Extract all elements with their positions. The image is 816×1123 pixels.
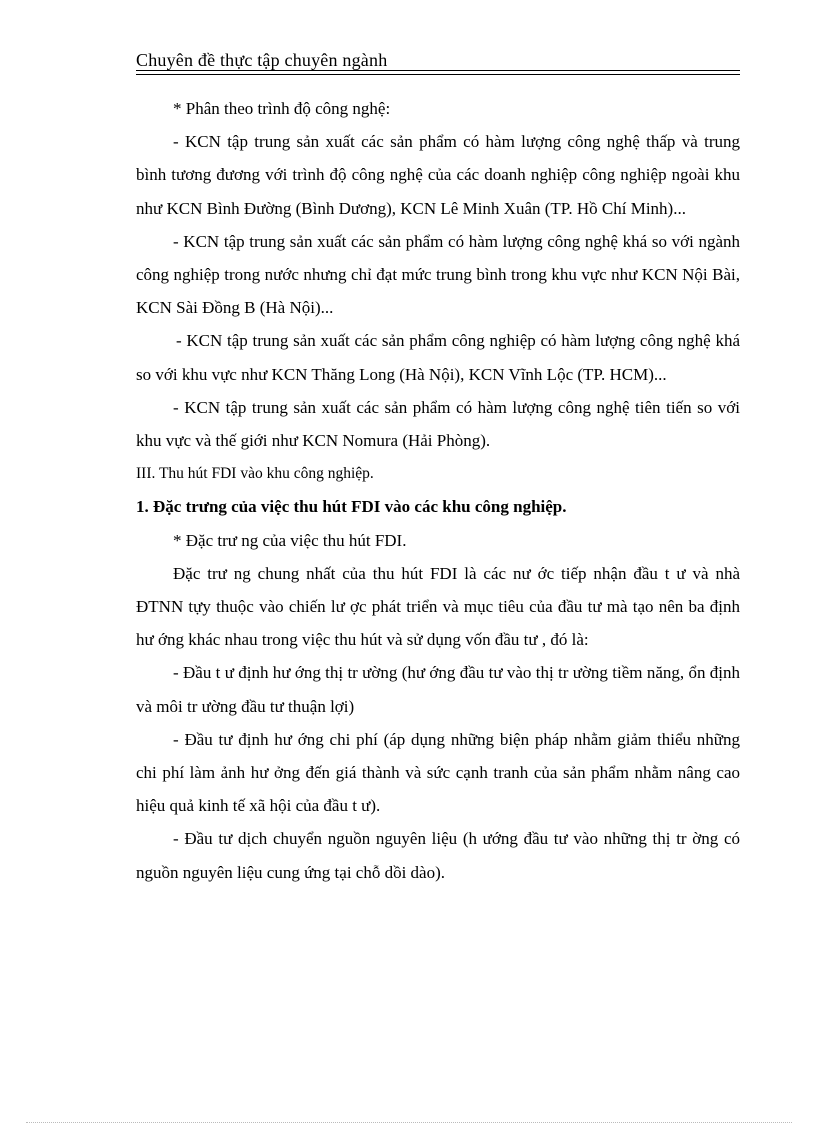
paragraph-low-tech: - KCN tập trung sản xuất các sản phẩm có hàm lượng công nghệ thấp và trung bình tương đương với trình độ công nghệ của các doanh nghiệp công nghiệp ngoài khu như KCN Bình Đường (Bình Dương), KCN Lê Minh Xuân (TP. Hồ Chí Minh)...	[136, 132, 740, 218]
paragraph-mid-tech: - KCN tập trung sản xuất các sản phẩm có hàm lượng công nghệ khá so với ngành công nghiệp trong nước nhưng chỉ đạt mức trung bình trong khu vực như KCN Nội Bài, KCN Sài Đồng B (Hà Nội)...	[136, 231, 740, 318]
paragraph-tech-level-heading: * Phân theo trình độ công nghệ:	[173, 99, 391, 118]
subsection-heading-1: 1. Đặc trưng của việc thu hút FDI vào các khu công nghiệp.	[136, 497, 567, 517]
paragraph-advanced-tech: - KCN tập trung sản xuất các sản phẩm có hàm lượng công nghệ tiên tiến so với khu vực và thế giới như KCN Nomura (Hải Phòng).	[136, 397, 740, 451]
paragraph-cost-oriented: - Đầu tư định hư ớng chi phí (áp dụng những biện pháp nhằm giảm thiểu những chi phí làm ảnh hư ởng đến giá thành và sức cạnh tranh của sản phẩm nhằm nâng cao hiệu quả kinh tế xã hội của đầu t ư).	[136, 729, 740, 816]
header-rule-thick	[136, 70, 740, 71]
section-heading-iii: III. Thu hút FDI vào khu công nghiệp.	[136, 465, 374, 483]
paragraph-fdi-general: Đặc trư ng chung nhất của thu hút FDI là các nư ớc tiếp nhận đầu t ư và nhà ĐTNN tựy thuộc vào chiến lư ợc phát triển và mục tiêu của đầu tư mà tạo nên ba định hư ớng khác nhau trong việc thu hút và sử dụng vốn đầu tư , đó là:	[136, 563, 740, 650]
header-rule-thin	[136, 74, 740, 75]
page-header-title: Chuyên đề thực tập chuyên ngành	[136, 50, 388, 70]
paragraph-market-oriented: - Đầu t ư định hư ớng thị tr ường (hư ớng đầu tư vào thị tr ường tiềm năng, ổn định và môi tr ường đầu tư thuận lợi)	[136, 663, 740, 716]
paragraph-fdi-characteristics-heading: * Đặc trư ng của việc thu hút FDI.	[173, 530, 407, 550]
document-body	[136, 92, 740, 889]
paragraph-regional-tech: - KCN tập trung sản xuất các sản phẩm công nghiệp có hàm lượng công nghệ khá so với khu vực như KCN Thăng Long (Hà Nội), KCN Vĩnh Lộc (TP. HCM)...	[136, 331, 740, 384]
paragraph-resource-oriented: - Đầu tư dịch chuyển nguồn nguyên liệu (h ướng đầu tư vào những thị tr ờng có nguồn nguyên liệu cung ứng tại chỗ dồi dào).	[136, 829, 740, 882]
